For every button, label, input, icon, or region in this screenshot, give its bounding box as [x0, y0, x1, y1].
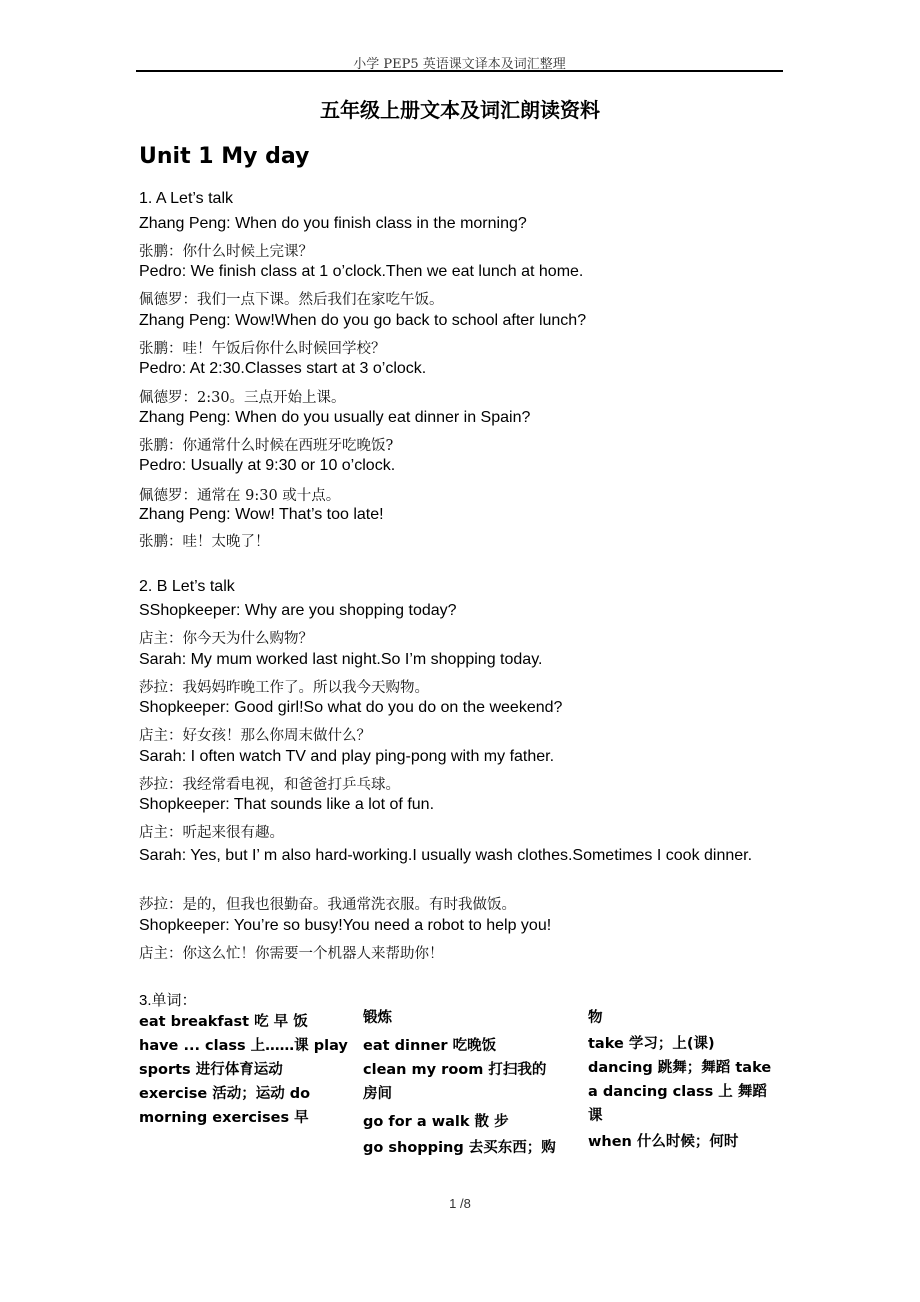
vocab-entry: when 什么时候；何时	[588, 1134, 739, 1150]
dialogue-translation: 莎拉：是的，但我也很勤奋。我通常洗衣服。有时我做饭。	[139, 897, 516, 913]
dialogue-line: Zhang Peng: Wow!When do you go back to school after lunch?	[139, 312, 587, 329]
vocab-entry: sports 进行体育运动	[139, 1062, 283, 1078]
dialogue-line: Pedro: Usually at 9:30 or 10 o’clock.	[139, 457, 396, 474]
dialogue-line: Pedro: At 2:30.Classes start at 3 o’clock.	[139, 360, 427, 377]
dialogue-translation: 张鹏：哇！午饭后你什么时候回学校？	[139, 341, 386, 357]
vocab-entry: clean my room 打扫我的	[363, 1062, 547, 1078]
page-number: 1 /8	[449, 1196, 471, 1211]
header-rule	[136, 70, 783, 72]
vocab-entry: eat dinner 吃晚饭	[363, 1038, 497, 1054]
dialogue-translation: 张鹏：你什么时候上完课？	[139, 244, 313, 260]
dialogue-line: Sarah: Yes, but I’ m also hard-working.I usually wash clothes.Sometimes I cook dinner.	[139, 847, 753, 864]
dialogue-translation: 店主：你今天为什么购物？	[139, 631, 313, 647]
dialogue-line: Zhang Peng: Wow! That’s too late!	[139, 506, 384, 523]
vocab-entry: exercise 活动；运动 do	[139, 1086, 311, 1102]
section-1-title: 1. A Let’s talk	[139, 190, 233, 207]
section-3-title: 3.单词：	[139, 992, 197, 1009]
dialogue-line: Shopkeeper: Good girl!So what do you do on the weekend?	[139, 699, 563, 716]
vocab-column-1	[139, 1010, 359, 1130]
vocab-entry: 锻炼	[363, 1010, 392, 1026]
vocab-column-3	[588, 1006, 788, 1154]
document-title: 五年级上册文本及词汇朗读资料	[320, 98, 600, 122]
vocab-entry: a dancing class 上 舞蹈	[588, 1084, 767, 1100]
dialogue-translation: 店主：听起来很有趣。	[139, 825, 284, 841]
vocab-entry: 房间	[363, 1086, 392, 1102]
dialogue-translation: 张鹏：你通常什么时候在西班牙吃晚饭?	[139, 438, 394, 454]
dialogue-translation: 店主：你这么忙！你需要一个机器人来帮助你！	[139, 946, 444, 962]
unit-title: Unit 1 My day	[139, 144, 310, 169]
vocab-entry: go for a walk 散 步	[363, 1114, 509, 1130]
page-header: 小学 PEP5 英语课文译本及词汇整理	[353, 57, 566, 72]
dialogue-translation: 佩德罗：我们一点下课。然后我们在家吃午饭。	[139, 292, 444, 308]
dialogue-translation: 店主：好女孩！那么你周末做什么？	[139, 728, 371, 744]
dialogue-translation: 佩德罗：2:30。三点开始上课。	[139, 390, 346, 406]
vocab-entry: have ... class 上……课 play	[139, 1038, 348, 1054]
vocab-entry: 物	[588, 1010, 603, 1026]
vocab-entry: dancing 跳舞；舞蹈 take	[588, 1060, 772, 1076]
dialogue-line: Shopkeeper: That sounds like a lot of fun.	[139, 796, 435, 813]
vocab-entry: morning exercises 早	[139, 1110, 309, 1126]
dialogue-line: Shopkeeper: You’re so busy!You need a robot to help you!	[139, 917, 552, 934]
dialogue-line: Sarah: I often watch TV and play ping-pong with my father.	[139, 748, 555, 765]
dialogue-line: SShopkeeper: Why are you shopping today?	[139, 602, 457, 619]
vocab-entry: 课	[588, 1108, 603, 1124]
dialogue-line: Pedro: We finish class at 1 o’clock.Then we eat lunch at home.	[139, 263, 584, 280]
dialogue-translation: 莎拉：我妈妈昨晚工作了。所以我今天购物。	[139, 680, 429, 696]
vocab-entry: eat breakfast 吃 早 饭	[139, 1014, 308, 1030]
dialogue-line: Zhang Peng: When do you finish class in the morning?	[139, 215, 527, 232]
dialogue-line: Sarah: My mum worked last night.So I’m shopping today.	[139, 651, 543, 668]
dialogue-translation: 佩德罗：通常在 9:30 或十点。	[139, 488, 341, 504]
vocab-entry: take 学习；上(课)	[588, 1036, 715, 1052]
section-2-title: 2. B Let’s talk	[139, 578, 235, 595]
vocab-column-2	[363, 1006, 573, 1160]
vocab-entry: go shopping 去买东西；购	[363, 1140, 556, 1156]
dialogue-translation: 张鹏：哇！太晚了！	[139, 534, 270, 550]
dialogue-translation: 莎拉：我经常看电视，和爸爸打乒乓球。	[139, 777, 400, 793]
dialogue-line: Zhang Peng: When do you usually eat dinner in Spain?	[139, 409, 531, 426]
